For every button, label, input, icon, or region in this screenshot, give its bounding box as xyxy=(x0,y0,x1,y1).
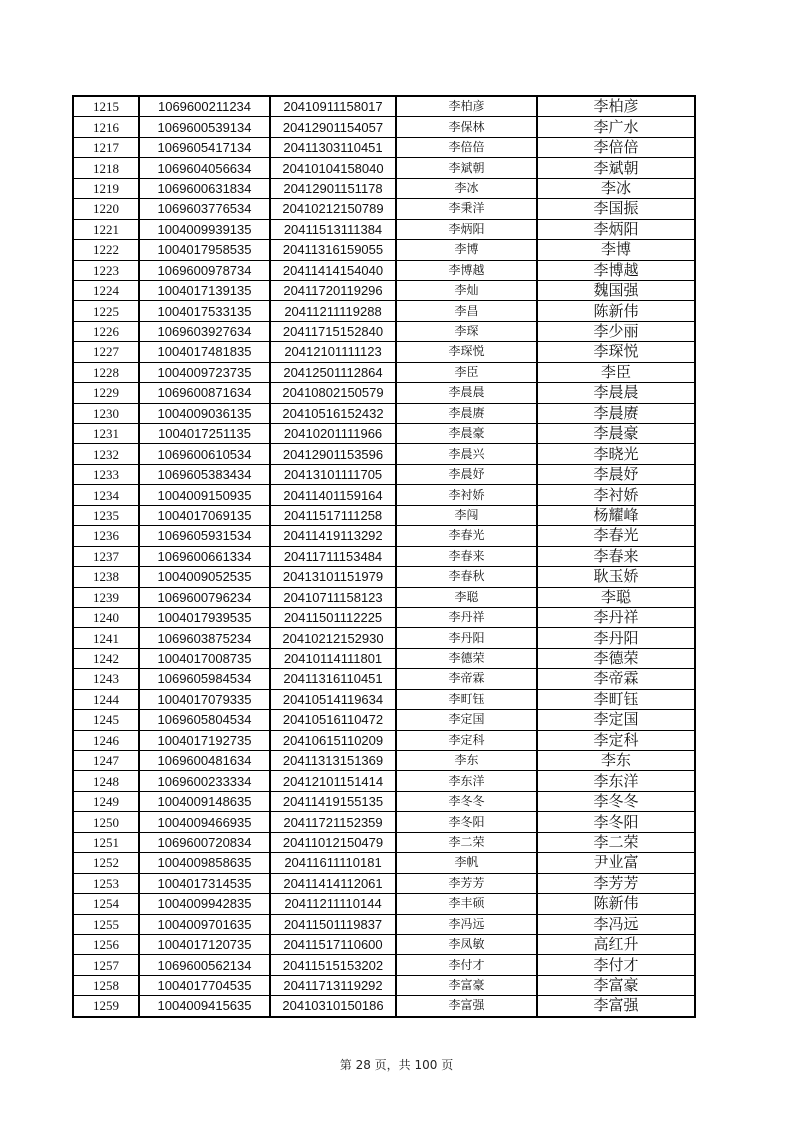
exam-number-cell: 1004017481835 xyxy=(139,342,270,362)
name-cell: 李帆 xyxy=(396,853,537,873)
table-row xyxy=(73,628,695,648)
exam-number-cell: 1069603875234 xyxy=(139,628,270,648)
row-index-cell: 1239 xyxy=(73,587,139,607)
verified-name-cell: 高红升 xyxy=(537,934,695,954)
registration-number-cell: 20410615110209 xyxy=(270,730,396,750)
name-cell: 李晨兴 xyxy=(396,444,537,464)
exam-number-cell: 1069603927634 xyxy=(139,321,270,341)
table-row xyxy=(73,955,695,975)
table-row xyxy=(73,178,695,198)
row-index-cell: 1243 xyxy=(73,669,139,689)
name-cell: 李春来 xyxy=(396,546,537,566)
row-index-cell: 1222 xyxy=(73,240,139,260)
registration-number-cell: 20412901153596 xyxy=(270,444,396,464)
registration-number-cell: 20411419155135 xyxy=(270,791,396,811)
table-row xyxy=(73,403,695,423)
verified-name-cell: 李晨赓 xyxy=(537,403,695,423)
registration-number-cell: 20411720119296 xyxy=(270,280,396,300)
name-cell: 李春秋 xyxy=(396,567,537,587)
registration-number-cell: 20412101151414 xyxy=(270,771,396,791)
row-index-cell: 1255 xyxy=(73,914,139,934)
table-row xyxy=(73,240,695,260)
table-row xyxy=(73,894,695,914)
exam-number-cell: 1069600871634 xyxy=(139,383,270,403)
registration-number-cell: 20411316159055 xyxy=(270,240,396,260)
name-cell: 李柏彦 xyxy=(396,96,537,117)
exam-number-cell: 1004017533135 xyxy=(139,301,270,321)
registration-number-cell: 20411419113292 xyxy=(270,526,396,546)
exam-number-cell: 1069600610534 xyxy=(139,444,270,464)
verified-name-cell: 李少丽 xyxy=(537,321,695,341)
exam-number-cell: 1004017079335 xyxy=(139,689,270,709)
registration-number-cell: 20411303110451 xyxy=(270,137,396,157)
verified-name-cell: 李晨晨 xyxy=(537,383,695,403)
row-index-cell: 1251 xyxy=(73,832,139,852)
verified-name-cell: 李付才 xyxy=(537,955,695,975)
table-row xyxy=(73,689,695,709)
verified-name-cell: 李春来 xyxy=(537,546,695,566)
page-footer: 第 28 页，共 100 页 xyxy=(339,1058,454,1072)
verified-name-cell: 李晨豪 xyxy=(537,424,695,444)
name-cell: 李博 xyxy=(396,240,537,260)
row-index-cell: 1230 xyxy=(73,403,139,423)
table-row xyxy=(73,730,695,750)
registration-number-cell: 20410711158123 xyxy=(270,587,396,607)
registration-number-cell: 20410911158017 xyxy=(270,96,396,117)
roster-table-body xyxy=(73,96,695,1017)
verified-name-cell: 李町钰 xyxy=(537,689,695,709)
registration-number-cell: 20411515153202 xyxy=(270,955,396,975)
exam-number-cell: 1004017958535 xyxy=(139,240,270,260)
row-index-cell: 1254 xyxy=(73,894,139,914)
name-cell: 李冰 xyxy=(396,178,537,198)
exam-number-cell: 1004009466935 xyxy=(139,812,270,832)
table-row xyxy=(73,791,695,811)
registration-number-cell: 20413101111705 xyxy=(270,464,396,484)
exam-number-cell: 1004009036135 xyxy=(139,403,270,423)
table-row xyxy=(73,996,695,1017)
name-cell: 李丹阳 xyxy=(396,628,537,648)
table-row xyxy=(73,383,695,403)
verified-name-cell: 李富强 xyxy=(537,996,695,1017)
verified-name-cell: 李晨妤 xyxy=(537,464,695,484)
row-index-cell: 1221 xyxy=(73,219,139,239)
exam-number-cell: 1004009415635 xyxy=(139,996,270,1017)
registration-number-cell: 20410114111801 xyxy=(270,648,396,668)
verified-name-cell: 魏国强 xyxy=(537,280,695,300)
table-row xyxy=(73,873,695,893)
exam-number-cell: 1069603776534 xyxy=(139,199,270,219)
name-cell: 李凤敏 xyxy=(396,934,537,954)
verified-name-cell: 李德荣 xyxy=(537,648,695,668)
name-cell: 李富豪 xyxy=(396,975,537,995)
registration-number-cell: 20410104158040 xyxy=(270,158,396,178)
row-index-cell: 1228 xyxy=(73,362,139,382)
exam-number-cell: 1004017192735 xyxy=(139,730,270,750)
registration-number-cell: 20410514119634 xyxy=(270,689,396,709)
verified-name-cell: 耿玉娇 xyxy=(537,567,695,587)
verified-name-cell: 李东洋 xyxy=(537,771,695,791)
exam-number-cell: 1004009052535 xyxy=(139,567,270,587)
registration-number-cell: 20411715152840 xyxy=(270,321,396,341)
row-index-cell: 1225 xyxy=(73,301,139,321)
exam-number-cell: 1004009150935 xyxy=(139,485,270,505)
registration-number-cell: 20413101151979 xyxy=(270,567,396,587)
name-cell: 李定国 xyxy=(396,710,537,730)
table-row xyxy=(73,567,695,587)
table-row xyxy=(73,526,695,546)
table-row xyxy=(73,444,695,464)
table-row xyxy=(73,219,695,239)
row-index-cell: 1253 xyxy=(73,873,139,893)
exam-number-cell: 1069600720834 xyxy=(139,832,270,852)
name-cell: 李炳阳 xyxy=(396,219,537,239)
registration-number-cell: 20412901154057 xyxy=(270,117,396,137)
name-cell: 李二荣 xyxy=(396,832,537,852)
verified-name-cell: 李博 xyxy=(537,240,695,260)
exam-number-cell: 1004017120735 xyxy=(139,934,270,954)
name-cell: 李冬阳 xyxy=(396,812,537,832)
verified-name-cell: 李晓光 xyxy=(537,444,695,464)
exam-number-cell: 1069600211234 xyxy=(139,96,270,117)
table-row xyxy=(73,260,695,280)
verified-name-cell: 李冬冬 xyxy=(537,791,695,811)
verified-name-cell: 李芳芳 xyxy=(537,873,695,893)
exam-number-cell: 1069600539134 xyxy=(139,117,270,137)
exam-number-cell: 1069600661334 xyxy=(139,546,270,566)
row-index-cell: 1218 xyxy=(73,158,139,178)
exam-number-cell: 1004009939135 xyxy=(139,219,270,239)
table-row xyxy=(73,342,695,362)
exam-number-cell: 1004017704535 xyxy=(139,975,270,995)
table-row xyxy=(73,96,695,117)
row-index-cell: 1256 xyxy=(73,934,139,954)
verified-name-cell: 李冰 xyxy=(537,178,695,198)
exam-number-cell: 1069600562134 xyxy=(139,955,270,975)
verified-name-cell: 杨耀峰 xyxy=(537,505,695,525)
exam-number-cell: 1069600631834 xyxy=(139,178,270,198)
registration-number-cell: 20411721152359 xyxy=(270,812,396,832)
name-cell: 李聪 xyxy=(396,587,537,607)
table-row xyxy=(73,771,695,791)
name-cell: 李灿 xyxy=(396,280,537,300)
row-index-cell: 1246 xyxy=(73,730,139,750)
name-cell: 李丹祥 xyxy=(396,607,537,627)
exam-number-cell: 1004009148635 xyxy=(139,791,270,811)
table-row xyxy=(73,812,695,832)
exam-number-cell: 1069605417134 xyxy=(139,137,270,157)
table-row xyxy=(73,321,695,341)
exam-number-cell: 1004017139135 xyxy=(139,280,270,300)
name-cell: 李町钰 xyxy=(396,689,537,709)
table-row xyxy=(73,362,695,382)
verified-name-cell: 陈新伟 xyxy=(537,894,695,914)
table-row xyxy=(73,669,695,689)
exam-number-cell: 1004009858635 xyxy=(139,853,270,873)
name-cell: 李晨豪 xyxy=(396,424,537,444)
registration-number-cell: 20411517110600 xyxy=(270,934,396,954)
exam-number-cell: 1004017314535 xyxy=(139,873,270,893)
row-index-cell: 1229 xyxy=(73,383,139,403)
registration-number-cell: 20410802150579 xyxy=(270,383,396,403)
registration-number-cell: 20411414154040 xyxy=(270,260,396,280)
table-row xyxy=(73,158,695,178)
name-cell: 李芳芳 xyxy=(396,873,537,893)
table-row xyxy=(73,485,695,505)
row-index-cell: 1245 xyxy=(73,710,139,730)
table-row xyxy=(73,607,695,627)
name-cell: 李丰硕 xyxy=(396,894,537,914)
exam-number-cell: 1069600796234 xyxy=(139,587,270,607)
name-cell: 李德荣 xyxy=(396,648,537,668)
registration-number-cell: 20411414112061 xyxy=(270,873,396,893)
name-cell: 李东洋 xyxy=(396,771,537,791)
registration-number-cell: 20411012150479 xyxy=(270,832,396,852)
registration-number-cell: 20410516152432 xyxy=(270,403,396,423)
verified-name-cell: 李东 xyxy=(537,751,695,771)
exam-number-cell: 1069605984534 xyxy=(139,669,270,689)
verified-name-cell: 尹业富 xyxy=(537,853,695,873)
verified-name-cell: 李帝霖 xyxy=(537,669,695,689)
verified-name-cell: 李冬阳 xyxy=(537,812,695,832)
name-cell: 李秉洋 xyxy=(396,199,537,219)
row-index-cell: 1250 xyxy=(73,812,139,832)
exam-number-cell: 1069605931534 xyxy=(139,526,270,546)
row-index-cell: 1220 xyxy=(73,199,139,219)
registration-number-cell: 20411501119837 xyxy=(270,914,396,934)
exam-number-cell: 1004009723735 xyxy=(139,362,270,382)
row-index-cell: 1235 xyxy=(73,505,139,525)
registration-number-cell: 20411513111384 xyxy=(270,219,396,239)
exam-number-cell: 1069600233334 xyxy=(139,771,270,791)
row-index-cell: 1244 xyxy=(73,689,139,709)
table-row xyxy=(73,710,695,730)
registration-number-cell: 20410516110472 xyxy=(270,710,396,730)
verified-name-cell: 李春光 xyxy=(537,526,695,546)
verified-name-cell: 李定科 xyxy=(537,730,695,750)
row-index-cell: 1234 xyxy=(73,485,139,505)
registration-number-cell: 20411517111258 xyxy=(270,505,396,525)
table-row xyxy=(73,301,695,321)
registration-number-cell: 20411711153484 xyxy=(270,546,396,566)
row-index-cell: 1232 xyxy=(73,444,139,464)
name-cell: 李富强 xyxy=(396,996,537,1017)
verified-name-cell: 李博越 xyxy=(537,260,695,280)
table-row xyxy=(73,853,695,873)
table-row xyxy=(73,280,695,300)
row-index-cell: 1227 xyxy=(73,342,139,362)
registration-number-cell: 20412101111123 xyxy=(270,342,396,362)
verified-name-cell: 李丹阳 xyxy=(537,628,695,648)
name-cell: 李冬冬 xyxy=(396,791,537,811)
row-index-cell: 1219 xyxy=(73,178,139,198)
name-cell: 李付才 xyxy=(396,955,537,975)
exam-number-cell: 1069605383434 xyxy=(139,464,270,484)
name-cell: 李倍倍 xyxy=(396,137,537,157)
name-cell: 李冯远 xyxy=(396,914,537,934)
registration-number-cell: 20412901151178 xyxy=(270,178,396,198)
exam-number-cell: 1004017251135 xyxy=(139,424,270,444)
verified-name-cell: 李冯远 xyxy=(537,914,695,934)
registration-number-cell: 20411316110451 xyxy=(270,669,396,689)
verified-name-cell: 李臣 xyxy=(537,362,695,382)
name-cell: 李博越 xyxy=(396,260,537,280)
row-index-cell: 1252 xyxy=(73,853,139,873)
table-row xyxy=(73,934,695,954)
name-cell: 李东 xyxy=(396,751,537,771)
name-cell: 李琛悦 xyxy=(396,342,537,362)
exam-number-cell: 1069600978734 xyxy=(139,260,270,280)
verified-name-cell: 李炳阳 xyxy=(537,219,695,239)
name-cell: 李春光 xyxy=(396,526,537,546)
exam-number-cell: 1069604056634 xyxy=(139,158,270,178)
registration-number-cell: 20411401159164 xyxy=(270,485,396,505)
table-row xyxy=(73,464,695,484)
registration-number-cell: 20411313151369 xyxy=(270,751,396,771)
table-row xyxy=(73,587,695,607)
registration-number-cell: 20411211119288 xyxy=(270,301,396,321)
exam-number-cell: 1069605804534 xyxy=(139,710,270,730)
name-cell: 李定科 xyxy=(396,730,537,750)
row-index-cell: 1249 xyxy=(73,791,139,811)
table-row xyxy=(73,137,695,157)
registration-number-cell: 20411713119292 xyxy=(270,975,396,995)
verified-name-cell: 李广水 xyxy=(537,117,695,137)
name-cell: 李晨晨 xyxy=(396,383,537,403)
row-index-cell: 1231 xyxy=(73,424,139,444)
table-row xyxy=(73,751,695,771)
name-cell: 李昌 xyxy=(396,301,537,321)
registration-number-cell: 20410201111966 xyxy=(270,424,396,444)
name-cell: 李晨妤 xyxy=(396,464,537,484)
registration-number-cell: 20410212152930 xyxy=(270,628,396,648)
row-index-cell: 1259 xyxy=(73,996,139,1017)
name-cell: 李臣 xyxy=(396,362,537,382)
registration-number-cell: 20412501112864 xyxy=(270,362,396,382)
name-cell: 李帝霖 xyxy=(396,669,537,689)
table-row xyxy=(73,117,695,137)
row-index-cell: 1247 xyxy=(73,751,139,771)
row-index-cell: 1257 xyxy=(73,955,139,975)
verified-name-cell: 李柏彦 xyxy=(537,96,695,117)
table-row xyxy=(73,648,695,668)
table-row xyxy=(73,505,695,525)
exam-number-cell: 1004017008735 xyxy=(139,648,270,668)
verified-name-cell: 李二荣 xyxy=(537,832,695,852)
row-index-cell: 1216 xyxy=(73,117,139,137)
name-cell: 李衬娇 xyxy=(396,485,537,505)
registration-number-cell: 20411211110144 xyxy=(270,894,396,914)
name-cell: 李斌朝 xyxy=(396,158,537,178)
table-row xyxy=(73,424,695,444)
verified-name-cell: 李定国 xyxy=(537,710,695,730)
table-row xyxy=(73,546,695,566)
table-row xyxy=(73,914,695,934)
exam-number-cell: 1004017069135 xyxy=(139,505,270,525)
row-index-cell: 1248 xyxy=(73,771,139,791)
verified-name-cell: 李琛悦 xyxy=(537,342,695,362)
table-row xyxy=(73,199,695,219)
registration-number-cell: 20411611110181 xyxy=(270,853,396,873)
verified-name-cell: 李衬娇 xyxy=(537,485,695,505)
registration-number-cell: 20411501112225 xyxy=(270,607,396,627)
name-cell: 李保林 xyxy=(396,117,537,137)
exam-number-cell: 1069600481634 xyxy=(139,751,270,771)
table-row xyxy=(73,832,695,852)
verified-name-cell: 李斌朝 xyxy=(537,158,695,178)
verified-name-cell: 李聪 xyxy=(537,587,695,607)
registration-number-cell: 20410212150789 xyxy=(270,199,396,219)
row-index-cell: 1226 xyxy=(73,321,139,341)
exam-number-cell: 1004017939535 xyxy=(139,607,270,627)
row-index-cell: 1258 xyxy=(73,975,139,995)
row-index-cell: 1233 xyxy=(73,464,139,484)
row-index-cell: 1236 xyxy=(73,526,139,546)
table-row xyxy=(73,975,695,995)
row-index-cell: 1224 xyxy=(73,280,139,300)
exam-number-cell: 1004009701635 xyxy=(139,914,270,934)
name-cell: 李晨赓 xyxy=(396,403,537,423)
row-index-cell: 1223 xyxy=(73,260,139,280)
row-index-cell: 1241 xyxy=(73,628,139,648)
row-index-cell: 1215 xyxy=(73,96,139,117)
verified-name-cell: 李国振 xyxy=(537,199,695,219)
verified-name-cell: 陈新伟 xyxy=(537,301,695,321)
name-cell: 李琛 xyxy=(396,321,537,341)
name-cell: 李闯 xyxy=(396,505,537,525)
row-index-cell: 1237 xyxy=(73,546,139,566)
verified-name-cell: 李丹祥 xyxy=(537,607,695,627)
row-index-cell: 1238 xyxy=(73,567,139,587)
exam-number-cell: 1004009942835 xyxy=(139,894,270,914)
row-index-cell: 1217 xyxy=(73,137,139,157)
registration-number-cell: 20410310150186 xyxy=(270,996,396,1017)
roster-table xyxy=(72,95,696,1018)
row-index-cell: 1240 xyxy=(73,607,139,627)
row-index-cell: 1242 xyxy=(73,648,139,668)
verified-name-cell: 李倍倍 xyxy=(537,137,695,157)
verified-name-cell: 李富豪 xyxy=(537,975,695,995)
